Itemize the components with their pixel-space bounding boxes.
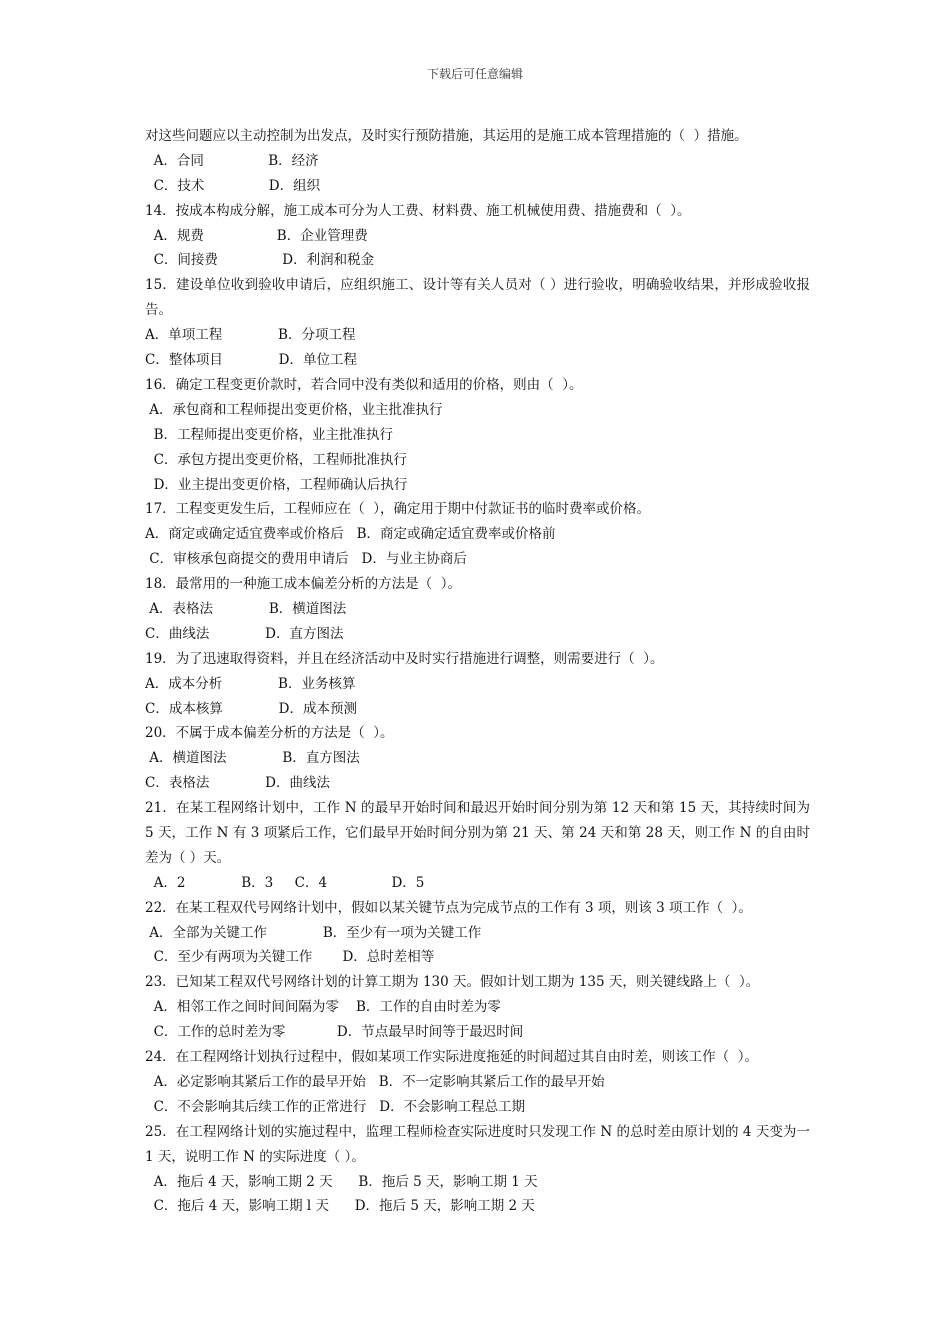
text-line: 17．工程变更发生后，工程师应在（ ），确定用于期中付款证书的临时费率或价格。: [145, 501, 651, 518]
text-line: 24．在工程网络计划执行过程中，假如某项工作实际进度拖延的时间超过其自由时差，则该工作（ ）。: [145, 1049, 759, 1066]
text-line: A．单项工程 B．分项工程: [145, 327, 356, 344]
text-line: C．拖后 4 天，影响工期 l 天 D．拖后 5 天，影响工期 2 天: [145, 1198, 535, 1215]
text-line: C．间接费 D．利润和税金: [145, 252, 375, 269]
text-line: D．业主提出变更价格，工程师确认后执行: [145, 476, 408, 493]
text-line: A．成本分析 B．业务核算: [145, 675, 356, 692]
text-line: 19．为了迅速取得资料，并且在经济活动中及时实行措施进行调整，则需要进行（ ）。: [145, 650, 664, 667]
text-line: A．全部为关键工作 B．至少有一项为关键工作: [145, 924, 482, 941]
text-line: C．审核承包商提交的费用申请后 D．与业主协商后: [145, 551, 467, 568]
text-line: A．必定影响其紧后工作的最早开始 B．不一定影响其紧后工作的最早开始: [145, 1073, 605, 1090]
text-line: C．曲线法 D．直方图法: [145, 625, 344, 642]
text-line: 14．按成本构成分解，施工成本可分为人工费、材料费、施工机械使用费、措施费和（ ）。: [145, 202, 691, 219]
text-line: A．规费 B．企业管理费: [145, 227, 368, 244]
text-line: B．工程师提出变更价格，业主批准执行: [145, 426, 394, 443]
text-line: A．横道图法 B．直方图法: [145, 750, 360, 767]
text-line: C．整体项目 D．单位工程: [145, 352, 357, 369]
text-line: A．商定或确定适宜费率或价格后 B．商定或确定适宜费率或价格前: [145, 526, 556, 543]
text-line: C．承包方提出变更价格，工程师批准执行: [145, 451, 407, 468]
text-line: A．承包商和工程师提出变更价格，业主批准执行: [145, 401, 443, 418]
text-paragraph: 21．在某工程网络计划中，工作 N 的最早开始时间和最迟开始时间分别为第 12 天和第 15 天，其持续时间为 5 天，工作 N 有 3 项紧后工作，它们最早开始时间分别为第 21 天、第 24 天和第 28 天，则工作 N 的自由时差为（ ）天。: [145, 800, 810, 866]
text-line: C．工作的总时差为零 D．节点最早时间等于最迟时间: [145, 1024, 524, 1041]
text-line: A．2 B．3 C．4 D．5: [145, 874, 425, 891]
text-line: 20．不属于成本偏差分析的方法是（ ）。: [145, 725, 394, 742]
text-line: 16．确定工程变更价款时，若合同中没有类似和适用的价格，则由（ ）。: [145, 376, 583, 393]
text-paragraph: 25．在工程网络计划的实施过程中，监理工程师检查实际进度时只发现工作 N 的总时差由原计划的 4 天变为一1 天，说明工作 N 的实际进度（ ）。: [145, 1123, 810, 1165]
page-header: 下载后可任意编辑: [426, 67, 523, 81]
text-line: 18．最常用的一种施工成本偏差分析的方法是（ ）。: [145, 576, 462, 593]
text-line: 23．已知某工程双代号网络计划的计算工期为 130 天。假如计划工期为 135 天，则关键线路上（ ）。: [145, 974, 760, 991]
text-line: A．拖后 4 天，影响工期 2 天 B．拖后 5 天，影响工期 1 天: [145, 1173, 538, 1190]
text-line: C．技术 D．组织: [145, 177, 321, 194]
text-line: C．成本核算 D．成本预测: [145, 700, 357, 717]
text-line: A．相邻工作之间时间间隔为零 B．工作的自由时差为零: [145, 999, 501, 1016]
text-line: 对这些问题应以主动控制为出发点，及时实行预防措施，其运用的是施工成本管理措施的（ ）措施。: [145, 128, 748, 144]
document-body: [145, 124, 810, 1219]
text-line: A．合同 B．经济: [145, 152, 319, 169]
text-line: A．表格法 B．横道图法: [145, 600, 347, 617]
text-line: C．表格法 D．曲线法: [145, 775, 330, 792]
text-paragraph: 15．建设单位收到验收申请后，应组织施工、设计等有关人员对（ ）进行验收，明确验收结果，并形成验收报告。: [145, 277, 810, 319]
text-line: C．不会影响其后续工作的正常进行 D．不会影响工程总工期: [145, 1098, 526, 1115]
text-line: C．至少有两项为关键工作 D．总时差相等: [145, 949, 435, 966]
text-line: 22．在某工程双代号网络计划中，假如以某关键节点为完成节点的工作有 3 项，则该 3 项工作（ ）。: [145, 899, 752, 916]
